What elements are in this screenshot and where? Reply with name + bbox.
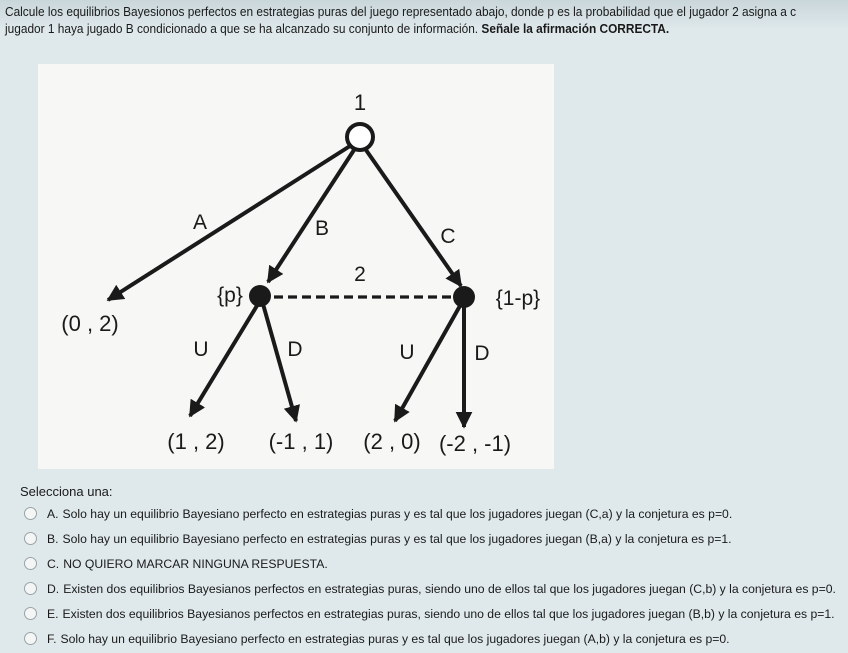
root-player-label: 1 bbox=[353, 90, 367, 115]
radio-option-e[interactable] bbox=[24, 607, 37, 620]
radio-option-f[interactable] bbox=[24, 632, 37, 645]
question-line-2-text: jugador 1 haya jugado B condicionado a que se ha alcanzado su conjunto de información. bbox=[5, 21, 479, 36]
radio-option-c[interactable] bbox=[24, 557, 37, 570]
option-label: NO QUIERO MARCAR NINGUNA RESPUESTA. bbox=[63, 556, 328, 571]
root-node bbox=[347, 124, 373, 150]
answer-option-d[interactable] bbox=[24, 576, 836, 601]
radio-option-a[interactable] bbox=[24, 507, 37, 520]
belief-p-label: {p} bbox=[217, 284, 243, 307]
payoff-cu: (2 , 0) bbox=[363, 429, 421, 454]
answer-option-a[interactable] bbox=[24, 501, 824, 526]
option-letter: F. bbox=[47, 631, 57, 646]
branch-c-label: C bbox=[440, 225, 456, 248]
answer-option-f-text bbox=[47, 632, 730, 646]
info-set-player-label: 2 bbox=[354, 263, 366, 286]
question-instruction: Señale la afirmación CORRECTA. bbox=[481, 21, 670, 36]
answer-option-b[interactable] bbox=[24, 526, 824, 551]
belief-1-minus-p-label: {1-p} bbox=[495, 287, 541, 310]
branch-a-label: A bbox=[192, 211, 208, 234]
payoff-cd: (-2 , -1) bbox=[438, 431, 512, 456]
option-label: Solo hay un equilibrio Bayesiano perfecto en estrategias puras y es tal que los jugadores juegan (C,a) y la conjetura es p=0. bbox=[62, 506, 733, 521]
option-letter: B. bbox=[47, 531, 59, 546]
answer-options bbox=[24, 501, 836, 651]
payoff-a: (0 , 2) bbox=[61, 311, 119, 336]
option-letter: D. bbox=[47, 581, 60, 596]
option-letter: E. bbox=[47, 606, 59, 621]
answer-option-a-text bbox=[47, 507, 732, 521]
right-d-label: D bbox=[474, 342, 490, 365]
answers-heading: Selecciona una: bbox=[20, 484, 113, 499]
option-label: Solo hay un equilibrio Bayesiano perfecto en estrategias puras y es tal que los jugadores juegan (A,b) y la conjetura es p=0. bbox=[60, 631, 730, 646]
answer-option-f[interactable] bbox=[24, 626, 824, 651]
answer-option-b-text bbox=[47, 532, 732, 546]
branch-c-edge bbox=[366, 150, 461, 286]
left-d-edge bbox=[263, 304, 296, 421]
question-line-1: Calcule los equilibrios Bayesionos perfectos en estrategias puras del juego representado abajo, donde p es la probabilidad que el jugador 2 asigna a c bbox=[5, 4, 797, 19]
answer-option-c[interactable] bbox=[24, 551, 824, 576]
question-text bbox=[5, 3, 797, 37]
option-letter: C. bbox=[47, 556, 60, 571]
answer-option-d-text bbox=[47, 582, 836, 596]
option-label: Existen dos equilibrios Bayesianos perfectos en estrategias puras, siendo uno de ellos tal que los jugadores juegan (C,b) y la conjetura es p=0. bbox=[63, 581, 836, 596]
left-u-label: U bbox=[193, 338, 209, 361]
answer-option-e[interactable] bbox=[24, 601, 835, 626]
left-d-label: D bbox=[287, 338, 303, 361]
option-letter: A. bbox=[47, 506, 59, 521]
radio-option-d[interactable] bbox=[24, 582, 37, 595]
branch-a-edge bbox=[108, 146, 350, 300]
answer-option-c-text bbox=[47, 557, 328, 571]
game-tree-svg bbox=[38, 64, 554, 469]
option-label: Solo hay un equilibrio Bayesiano perfecto en estrategias puras y es tal que los jugadores juegan (B,a) y la conjetura es p=1. bbox=[62, 531, 732, 546]
left-decision-node bbox=[249, 285, 271, 307]
radio-option-b[interactable] bbox=[24, 532, 37, 545]
right-u-label: U bbox=[399, 341, 415, 364]
question-line-2 bbox=[5, 20, 764, 37]
game-tree-figure bbox=[38, 64, 554, 469]
right-decision-node bbox=[453, 286, 475, 308]
payoff-bd: (-1 , 1) bbox=[268, 429, 334, 454]
option-label: Existen dos equilibrios Bayesianos perfectos en estrategias puras, siendo uno de ellos tal que los jugadores juegan (B,b) y la conjetura es p=1. bbox=[62, 606, 835, 621]
answer-option-e-text bbox=[47, 607, 835, 621]
branch-b-label: B bbox=[314, 217, 330, 240]
payoff-bu: (1 , 2) bbox=[167, 429, 225, 454]
